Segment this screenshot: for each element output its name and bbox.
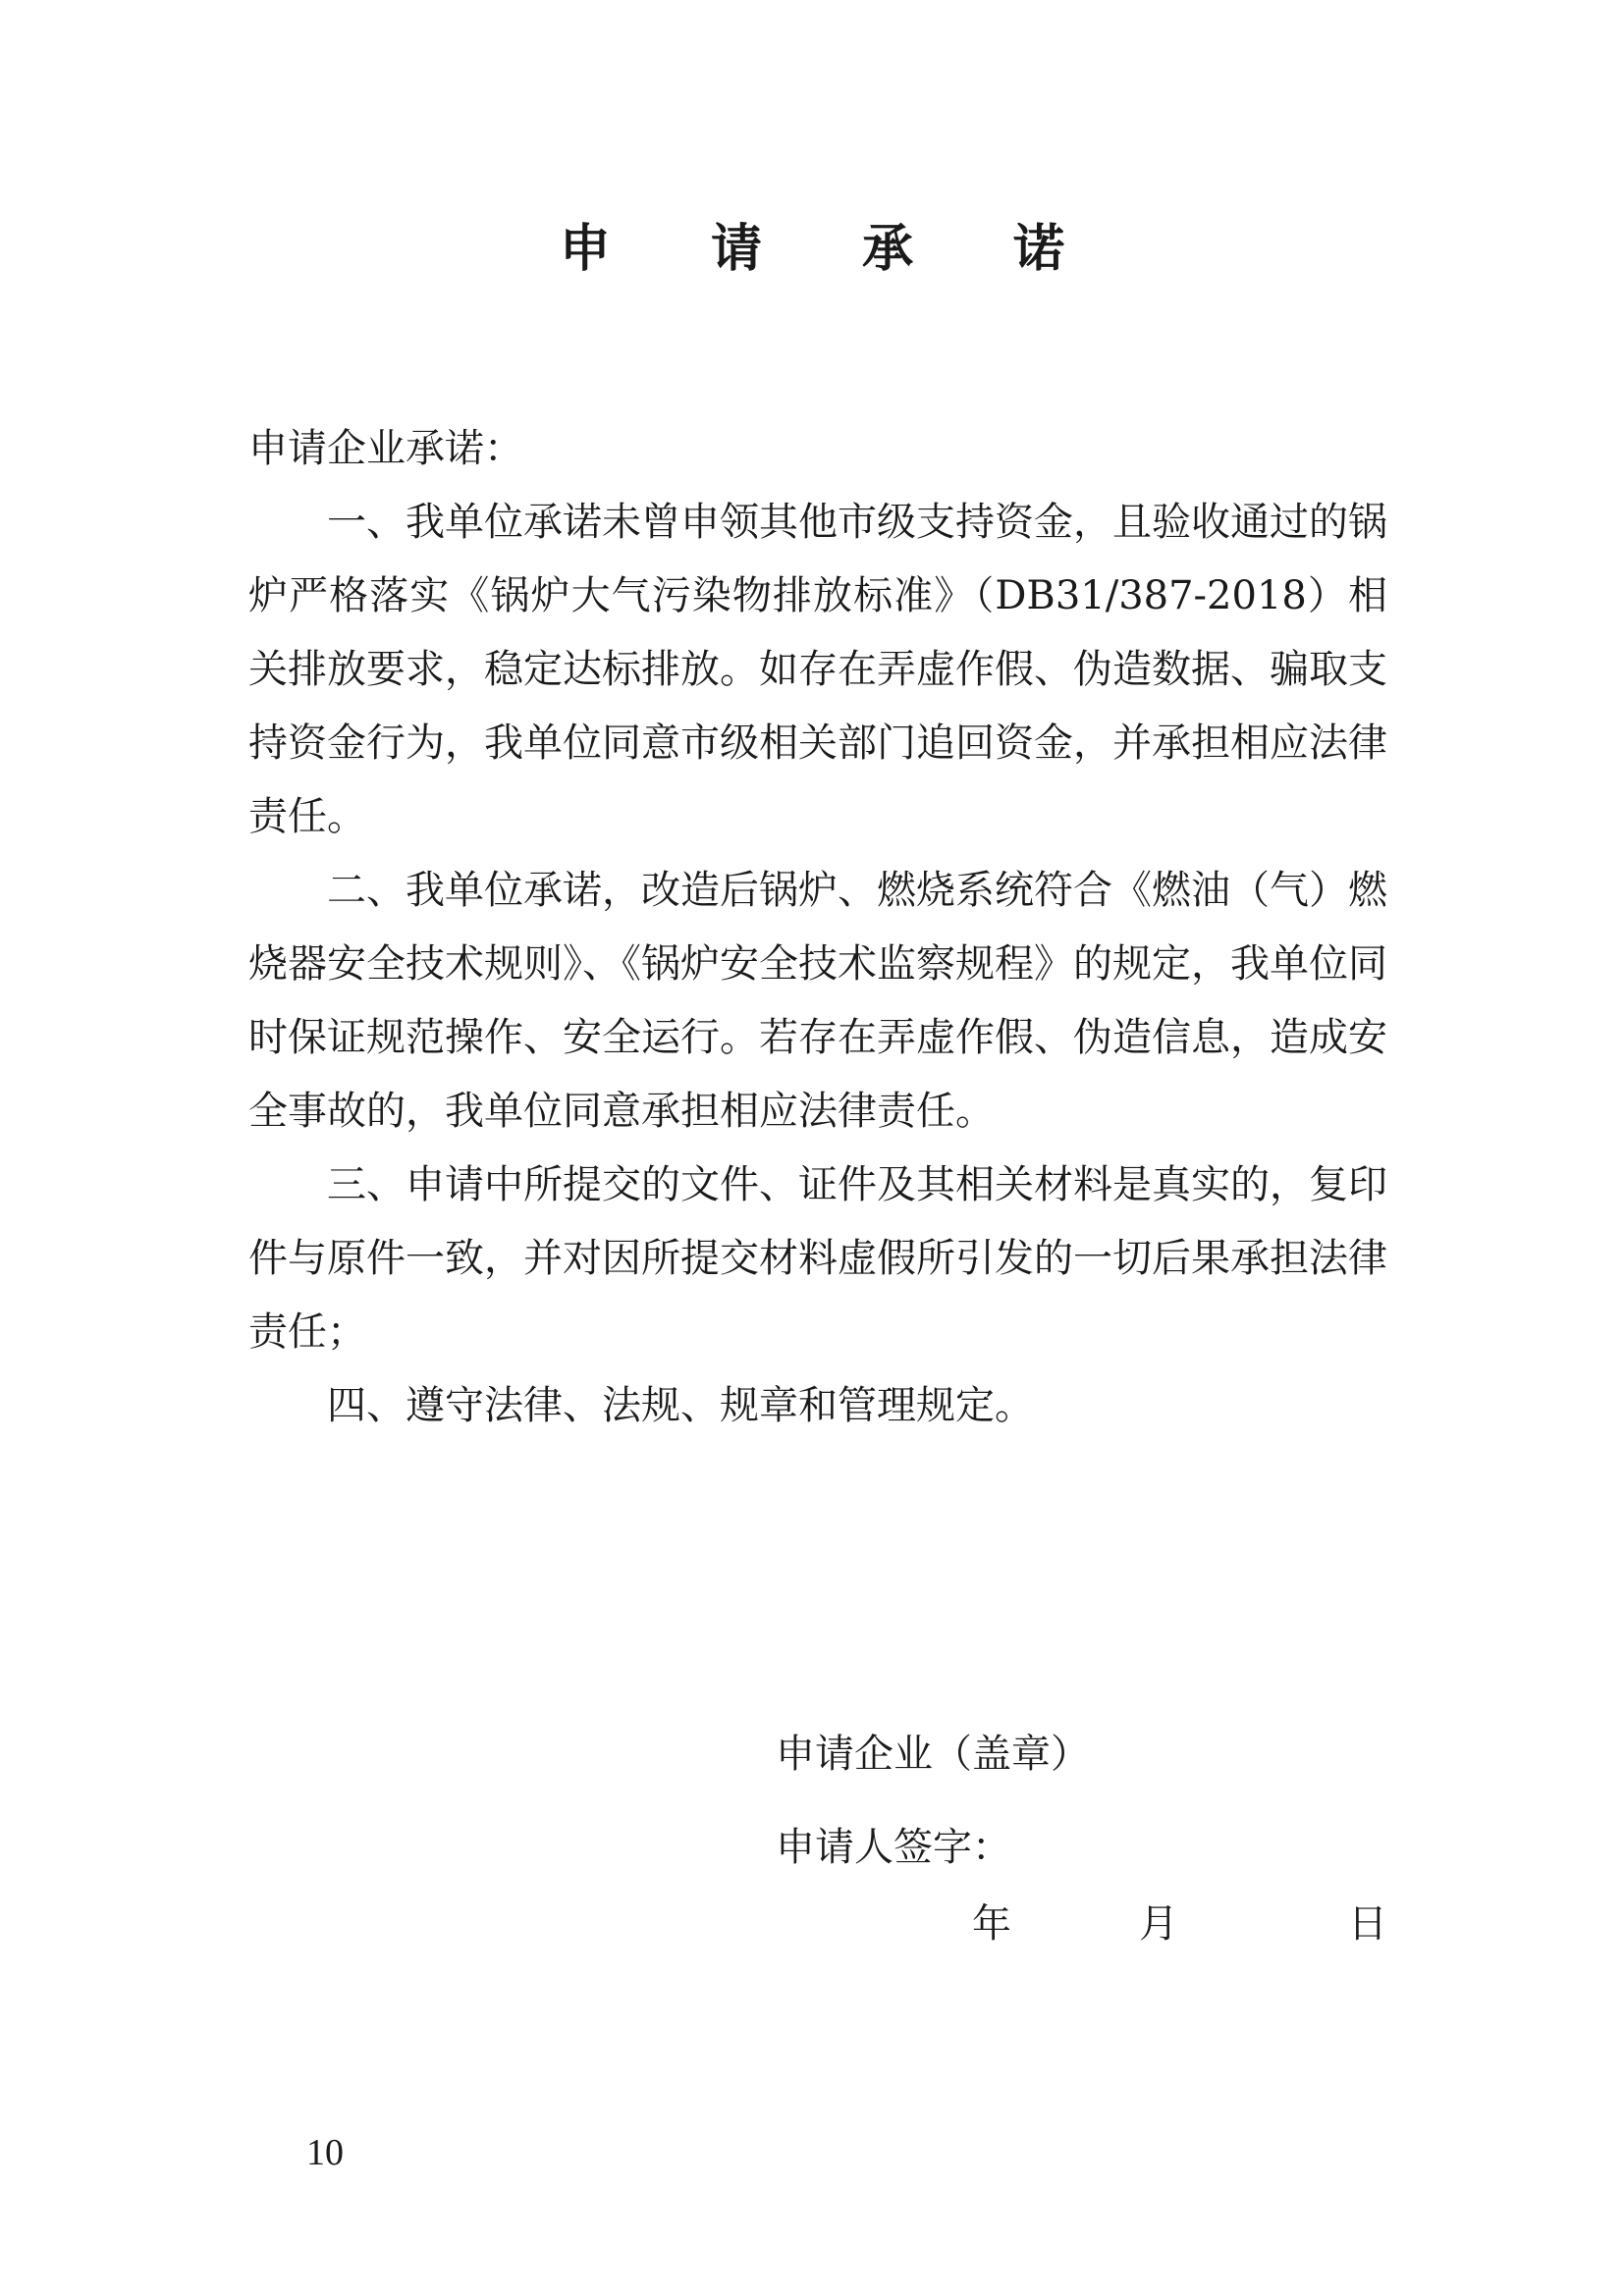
commitment-paragraph-4: 四、遵守法律、法规、规章和管理规定。 [327, 1383, 1034, 1428]
signature-block [776, 1708, 1090, 1895]
company-seal-label: 申请企业（盖章） [776, 1732, 1090, 1777]
applicant-signature-label: 申请人签字： [776, 1825, 1011, 1870]
date-day-label: 日 [1348, 1901, 1387, 1947]
commitment-paragraph-2: 二、我单位承诺，改造后锅炉、燃烧系统符合《燃油（气）燃烧器安全技术规则》、《锅炉安全技术监察规程》的规定，我单位同时保证规范操作、安全运行。若存在弄虚作假、伪造信息，造成安全事故的，我单位同意承担相应法律责任。 [248, 868, 1387, 1134]
commitment-body [248, 412, 1387, 1443]
commitment-paragraph-1: 一、我单位承诺未曾申领其他市级支持资金，且验收通过的锅炉严格落实《锅炉大气污染物排放标准》（DB31/387-2018）相关排放要求，稳定达标排放。如存在弄虚作假、伪造数据、骗取支持资金行为，我单位同意市级相关部门追回资金，并承担相应法律责任。 [248, 500, 1387, 839]
date-year-label: 年 [972, 1901, 1011, 1947]
intro-line: 申请企业承诺： [248, 426, 523, 471]
date-month-label: 月 [1139, 1901, 1178, 1947]
page-title: 申 请 承 诺 [559, 219, 1107, 279]
page-number: 10 [306, 2132, 344, 2173]
date-line [972, 1895, 1387, 1953]
commitment-paragraph-3: 三、申请中所提交的文件、证件及其相关材料是真实的，复印件与原件一致，并对因所提交材料虚假所引发的一切后果承担法律责任； [248, 1162, 1387, 1355]
